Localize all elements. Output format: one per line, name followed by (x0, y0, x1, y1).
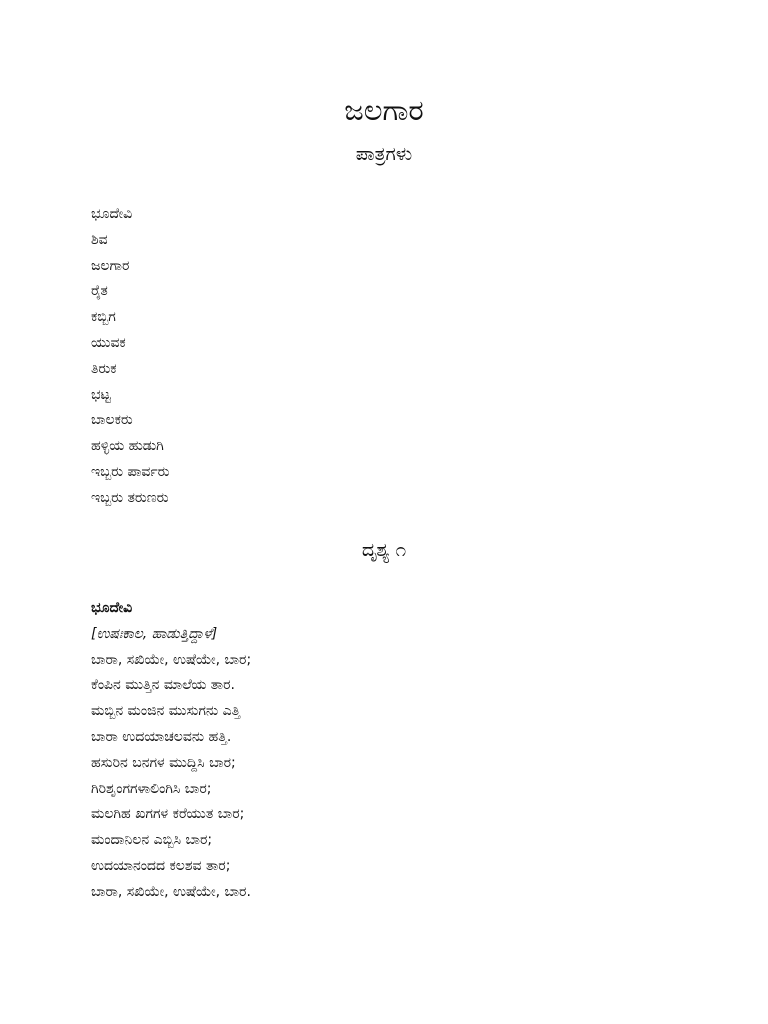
speaker-name: ಭೂದೇವಿ (91, 600, 133, 616)
cast-item: ಇಬ್ಬರು ತರುಣರು (91, 489, 169, 506)
cast-item: ಶಿವ (91, 231, 108, 248)
verse-line: ಬಾರಾ, ಸಖಿಯೇ, ಉಷೆಯೇ, ಬಾರ. (91, 883, 251, 900)
stage-direction: [ಉಷಃಕಾಲ, ಹಾಡುತ್ತಿದ್ದಾಳೆ] (91, 625, 218, 642)
cast-list (91, 202, 170, 512)
verse-line: ಮಂದಾನಿಲನ ಎಬ್ಬಿಸಿ ಬಾರ; (91, 832, 213, 849)
scene-dialogue (91, 596, 251, 906)
verse-line: ಮಲಗಿಹ ಖಗಗಳ ಕರೆಯುತ ಬಾರ; (91, 806, 245, 823)
cast-item: ಹಳ್ಳಿಯ ಹುಡುಗಿ (91, 438, 164, 455)
verse-line: ಮಬ್ಬಿನ ಮಂಜಿನ ಮುಸುಗನು ಎತ್ತಿ (91, 703, 241, 720)
verse-line: ಬಾರಾ ಉದಯಾಚಲವನು ಹತ್ತಿ. (91, 728, 232, 745)
scene-heading: ದೃಶ್ಯ ೧ (361, 539, 407, 561)
cast-item: ಭೂದೇವಿ (91, 206, 133, 222)
verse-line: ಉದಯಾನಂದದ ಕಲಶವ ತಾರ; (91, 857, 231, 874)
verse-line: ಹಸುರಿನ ಬನಗಳ ಮುದ್ದಿಸಿ ಬಾರ; (91, 754, 236, 771)
play-title: ಜಲಗಾರ (344, 93, 424, 127)
verse-lines (91, 648, 251, 906)
verse-line: ಕೆಂಪಿನ ಮುತ್ತಿನ ಮಾಲೆಯ ತಾರ. (91, 677, 235, 694)
cast-heading: ಪಾತ್ರಗಳು (355, 143, 413, 165)
cast-item: ಇಬ್ಬರು ಪಾರ್ವರು (91, 463, 170, 480)
cast-item: ಕಬ್ಬಿಗ (91, 309, 116, 326)
verse-line: ಗಿರಿಶೃಂಗಗಳಾಲಿಂಗಿಸಿ ಬಾರ; (91, 780, 212, 797)
cast-item: ತಿರುಕ (91, 360, 117, 377)
verse-line: ಬಾರಾ, ಸಖಿಯೇ, ಉಷೆಯೇ, ಬಾರ; (91, 651, 252, 668)
cast-item: ರೈತ (91, 283, 108, 300)
cast-item: ಯುವಕ (91, 334, 126, 351)
cast-item: ಭಟ್ಟ (91, 386, 111, 403)
cast-item: ಜಲಗಾರ (91, 257, 130, 274)
cast-item: ಬಾಲಕರು (91, 412, 133, 429)
